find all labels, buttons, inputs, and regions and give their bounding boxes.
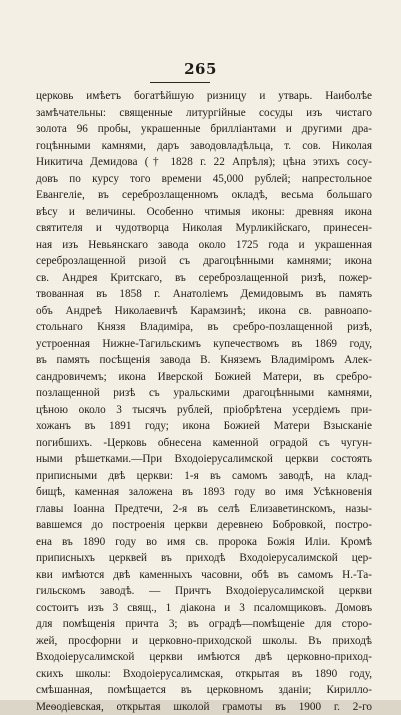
text-line: вѣсу и величины. Особенно чтимыя иконы: древняя икона: [36, 204, 372, 221]
text-line: скихъ школы: Входоіерусалимская, открытая въ 1890 году,: [36, 666, 372, 683]
text-line: ена въ 1890 году во имя св. пророка Божія Иліи. Кромѣ: [36, 534, 372, 551]
text-line: сандровичемъ; икона Иверской Божией Матери, въ сребро-: [36, 369, 372, 386]
text-line: позлащенной ризѣ съ уральскими драгоцѣнными камнями,: [36, 385, 372, 402]
text-line: Входоіерусалимской церкви имѣются двѣ церковно-приход-: [36, 649, 372, 666]
text-line: въ память посѣщенія завода В. Княземъ Владиміромъ Алек-: [36, 352, 372, 369]
text-line: смѣшанная, помѣщается въ церковномъ зданіи; Кирилло-: [36, 682, 372, 699]
text-line: главы Іоанна Предтечи, 2-я въ селѣ Елизаветинскомъ, назы-: [36, 501, 372, 518]
text-line: церковь имѣетъ богатѣйшую ризницу и утварь. Наиболѣе: [36, 88, 372, 105]
text-line: хожанъ въ 1891 году; икона Божией Матери Взысканіе: [36, 418, 372, 435]
header-rule: [150, 82, 210, 83]
text-line: Евангеліе, въ сереброзлащенномъ окладѣ, весьма большаго: [36, 187, 372, 204]
text-line: Меѳодіевская, открытая школой грамоты въ 1900 г. 2-го: [36, 699, 372, 715]
text-line: состоитъ изъ 3 свящ., 1 діакона и 3 псаломщиковъ. Домовъ: [36, 600, 372, 617]
text-line: золота 96 пробы, украшенные брилліантами и другими дра-: [36, 121, 372, 138]
text-line: замѣчательны: священные литургійные сосуды изъ чистаго: [36, 105, 372, 122]
text-line: гильскомъ заводѣ. — Причтъ Входоіерусалимской церкви: [36, 583, 372, 600]
text-line: приписными двѣ церкви: 1-я въ самомъ заводѣ, на клад-: [36, 468, 372, 485]
text-line: объ Андреѣ Николаевичѣ Карамзинѣ; икона св. равноапо-: [36, 303, 372, 320]
text-line: св. Андрея Критскаго, въ сереброзлащенной ризѣ, пожер-: [36, 270, 372, 287]
text-line: ная изъ Невьянскаго завода около 1725 года и украшенная: [36, 237, 372, 254]
text-line: стольнаго Князя Владиміра, въ сребро-позлащенной ризѣ,: [36, 319, 372, 336]
text-line: устроенная Нижне-Тагильскимъ купечествомъ въ 1869 году,: [36, 336, 372, 353]
text-line: погибшихъ. -Церковь обнесена каменной оградой съ чугун-: [36, 435, 372, 452]
text-line: святителя и чудотворца Николая Мурликійскаго, принесен-: [36, 220, 372, 237]
text-line: вавшемся до построенія церкви деревнею Бобровкой, постро-: [36, 517, 372, 534]
text-line: Никитича Демидова († 1828 г. 22 Апрѣля); цѣна этихъ сосу-: [36, 154, 372, 171]
text-line: ными рѣшетками.—При Входоіерусалимской церкви состоять: [36, 451, 372, 468]
text-line: для помѣщенія причта 3; въ оградѣ—помѣщеніе для сторо-: [36, 616, 372, 633]
page-number: 265: [0, 60, 401, 78]
text-line: сереброзлащенной ризой съ драгоцѣнными камнями; икона: [36, 253, 372, 270]
text-line: твованная въ 1858 г. Анатоліемъ Демидовымъ въ память: [36, 286, 372, 303]
body-text: [36, 88, 372, 715]
text-line: приписныхъ церквей въ приходѣ Входоіерусалимской цер-: [36, 550, 372, 567]
text-line: гоцѣнными камнями, даръ заводовладѣльца, т. сов. Николая: [36, 138, 372, 155]
text-line: довъ по курсу того времени 45,000 рублей; напрестольное: [36, 171, 372, 188]
text-line: бищѣ, каменная заложена въ 1893 году во имя Усѣкновенія: [36, 484, 372, 501]
text-line: цѣною около 3 тысячъ рублей, пріобрѣтена усердіемъ при-: [36, 402, 372, 419]
text-line: жей, просфорни и церковно-приходской школы. Въ приходѣ: [36, 633, 372, 650]
text-line: кви имѣются двѣ каменныхъ часовни, обѣ въ самомъ Н.-Та-: [36, 567, 372, 584]
